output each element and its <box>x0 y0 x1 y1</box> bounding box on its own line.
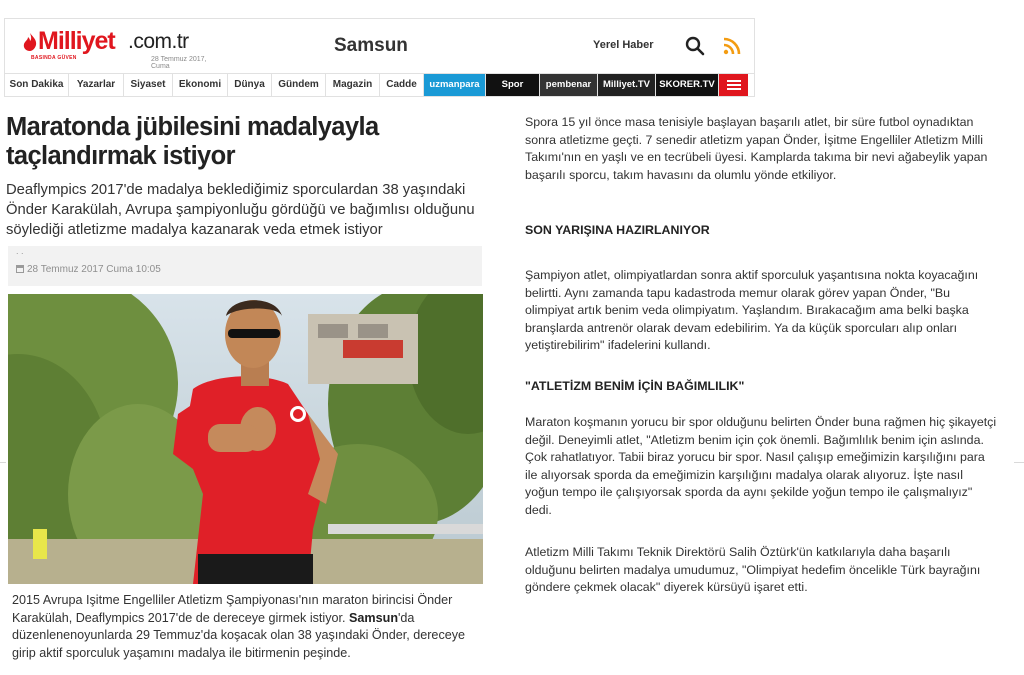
article-lead: Deaflympics 2017'de madalya beklediğimiz sporculardan 38 yaşındaki Önder Karakülah, Avrupa şampiyonluğu gördüğü ve bağımlısı olduğunu söylediği atletizme madalya kazanarak veda etmek istiyor <box>6 182 475 238</box>
meta-dots: . . <box>16 246 24 256</box>
logo-flame-icon <box>21 32 39 50</box>
article-date-text: 28 Temmuz 2017 Cuma 10:05 <box>27 264 161 275</box>
logo-domain: .com.tr <box>128 30 189 53</box>
city-title: Samsun <box>334 35 408 56</box>
edge-divider-right <box>1014 462 1024 463</box>
body-paragraph-3: Maraton koşmanın yorucu bir spor olduğunu belirten Önder buna rağmen hiç şikayetçi değil. Deneyimli atlet, "Atletizm benim için çok önemli. Bağımlılık benim için aslında. Çok rahatlatıyor. Tabii biraz yorucu bir spor. Nasıl çalışıp emeğimizin karşılığını para ile alıyorsak sporda da emeğimizin karşılığını madalya olarak alıyoruz. İşte nasıl yoğun tempo ile çalışıyorsak sporda da aynı şekilde yoğun tempo ile çalışmalıyız" dedi. <box>525 415 997 517</box>
runner-photo-illustration <box>8 294 483 584</box>
nav-item-siyaset[interactable]: Siyaset <box>124 74 173 96</box>
hamburger-menu-icon <box>727 80 741 82</box>
site-header <box>4 18 755 73</box>
nav-item-magazin[interactable]: Magazin <box>326 74 380 96</box>
body-paragraph-4: Atletizm Milli Takımı Teknik Direktörü Salih Öztürk'ün katkılarıyla daha başarılı olduğunu belirten madalya umudumuz, "Olimpiyat hedefim öncelikle Türk bayrağını göndere çekmek olacak" diyerek kürsüyü işaret etti. <box>525 545 981 595</box>
article-meta <box>8 246 482 286</box>
edge-divider-left <box>0 462 6 463</box>
rss-button[interactable] <box>722 36 742 56</box>
nav-item-gundem[interactable]: Gündem <box>272 74 326 96</box>
caption-city-link[interactable]: Samsun <box>349 610 399 625</box>
body-subheading-2: "ATLETİZM BENİM İÇİN BAĞIMLILIK" <box>525 379 745 393</box>
caption-text-end: 'da düzenlenenoyunlarda 29 Temmuz'da koşacak olan 38 yaşındaki Önder, dereceye girip aktif sporculuk yaşamını madalya ile bitirmenin peşinde. <box>12 610 466 660</box>
calendar-icon <box>16 265 24 273</box>
main-navigation <box>4 73 755 97</box>
nav-brand-uzmanpara[interactable]: uzmanpara <box>424 74 486 96</box>
nav-brand-skorer-tv[interactable]: SKORER.TV <box>656 74 719 96</box>
caption-text-start: 2015 Avrupa Işitme Engelliler Atletizm Şampiyonası'nın maraton birincisi Önder Karakülah, Deaflympics 2017'de de dereceye girmek istiyor. <box>12 593 453 625</box>
site-logo[interactable] <box>21 28 221 68</box>
photo-caption <box>12 592 482 662</box>
logo-motto: BASINDA GÜVEN <box>31 55 77 61</box>
article-title: Maratonda jübilesini madalyayla taçlandırmak istiyor <box>6 113 379 170</box>
nav-item-ekonomi[interactable]: Ekonomi <box>173 74 228 96</box>
local-news-link[interactable]: Yerel Haber <box>593 39 654 51</box>
header-date: 28 Temmuz 2017, Cuma <box>151 56 207 70</box>
search-icon <box>685 36 705 56</box>
hamburger-menu-button[interactable] <box>719 74 748 96</box>
body-subheading-1: SON YARIŞINA HAZIRLANIYOR <box>525 223 710 237</box>
nav-brand-spor[interactable]: Spor <box>486 74 540 96</box>
nav-item-yazarlar[interactable]: Yazarlar <box>69 74 124 96</box>
body-paragraph-1: Spora 15 yıl önce masa tenisiyle başlayan başarılı atlet, bir süre futbol oynadıktan sonra atletizme geçti. 7 senedir atletizm yapan Önder, İşitme Engelliler Atletizm Milli Takımı'nın en yaşlı ve en tecrübeli üyesi. Kamplarda takıma bir nevi ağabeylik yapan başarılı sporcu, takım havasını da olumlu yönde etkiliyor. <box>525 115 988 182</box>
article-date <box>16 264 161 275</box>
rss-icon <box>722 36 742 56</box>
body-paragraph-2: Şampiyon atlet, olimpiyatlardan sonra aktif sporculuk yaşantısına nokta koyacağını belirtti. Aynı zamanda tapu kadastroda memur olarak görev yapan Önder, "Bu olimpiyat artık benim veda olimpiyatım. Yaşlandım. Bırakacağım ama belki başka branşlarda antrenör olarak devam edebilirim. Ya da küçük sporcuları alıp onları yetiştirebilirim" ifadelerini kullandı. <box>525 268 979 353</box>
nav-item-cadde[interactable]: Cadde <box>380 74 424 96</box>
logo-name: Milliyet <box>38 27 115 55</box>
nav-brand-pembenar[interactable]: pembenar <box>540 74 598 96</box>
nav-brand-milliyet-tv[interactable]: Milliyet.TV <box>598 74 656 96</box>
nav-item-dunya[interactable]: Dünya <box>228 74 272 96</box>
search-button[interactable] <box>685 36 705 56</box>
nav-item-son-dakika[interactable]: Son Dakika <box>5 74 69 96</box>
article-photo[interactable] <box>8 294 483 584</box>
